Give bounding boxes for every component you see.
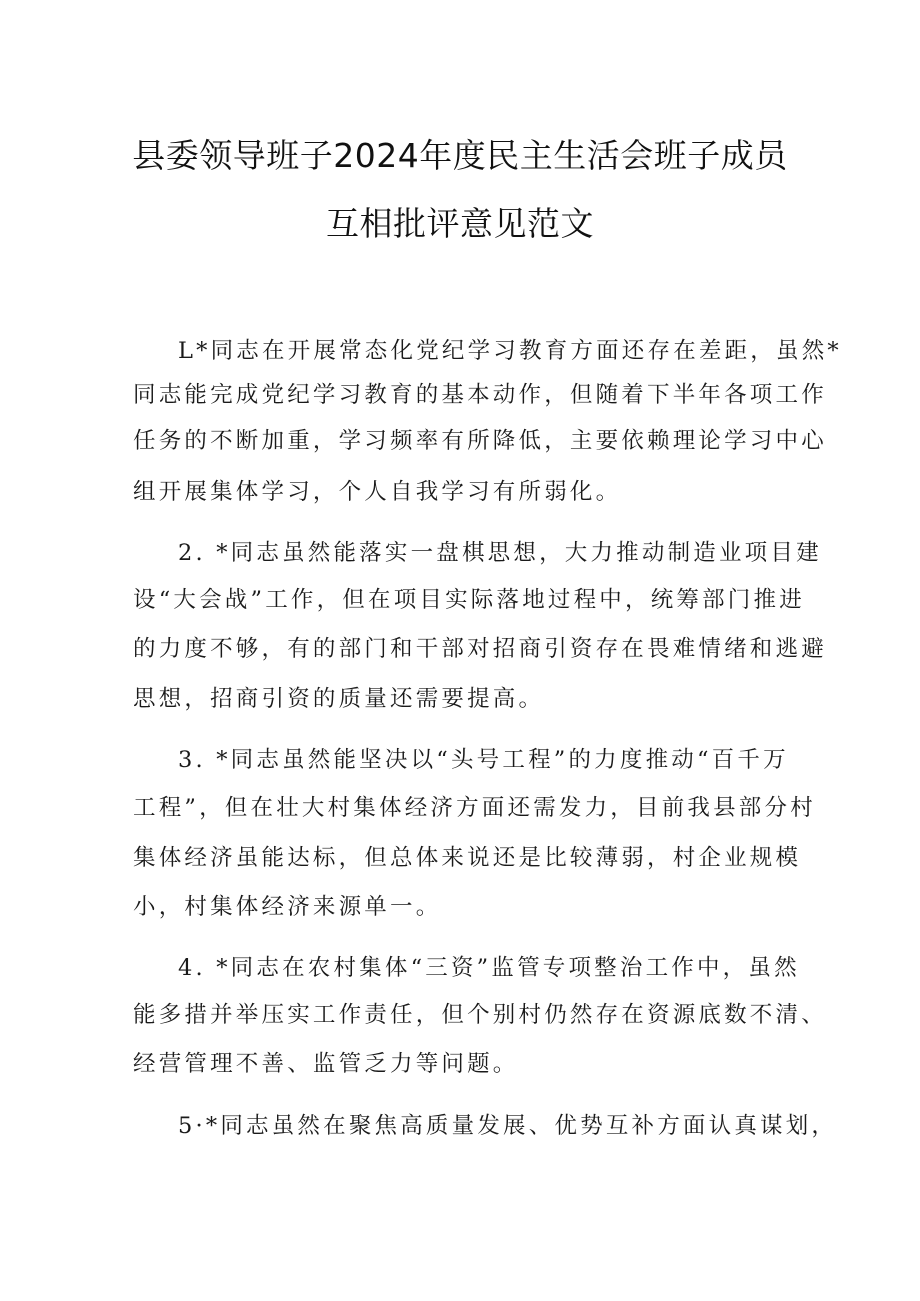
paragraph-3-line-2: 工程”，但在壮大村集体经济方面还需发力，目前我县部分村 — [133, 795, 816, 821]
paragraph-1-line-3: 任务的不断加重，学习频率有所降低，主要依赖理论学习中心 — [133, 428, 827, 454]
paragraph-2-line-3: 的力度不够，有的部门和干部对招商引资存在畏难情绪和逃避 — [133, 636, 827, 662]
paragraph-2-line-2: 设“大会战”工作，但在项目实际落地过程中，统筹部门推进 — [133, 587, 805, 613]
paragraph-2-line-4: 思想，招商引资的质量还需要提高。 — [133, 686, 545, 712]
paragraph-1-line-1: L*同志在开展常态化党纪学习教育方面还存在差距，虽然* — [178, 338, 842, 364]
document-title-line-1: 县委领导班子2024年度民主生活会班子成员 — [132, 136, 788, 175]
paragraph-4-line-3: 经营管理不善、监管乏力等问题。 — [133, 1051, 519, 1077]
paragraph-5-line-1: 5·*同志虽然在聚焦高质量发展、优势互补方面认真谋划， — [178, 1113, 838, 1139]
paragraph-2-line-1: 2. *同志虽然能落实一盘棋思想，大力推动制造业项目建 — [178, 540, 822, 566]
paragraph-4-line-2: 能多措并举压实工作责任，但个别村仍然存在资源底数不清、 — [133, 1002, 827, 1028]
paragraph-3-line-4: 小，村集体经济来源单一。 — [133, 894, 442, 920]
paragraph-1-line-4: 组开展集体学习，个人自我学习有所弱化。 — [133, 479, 622, 505]
paragraph-3-line-3: 集体经济虽能达标，但总体来说还是比较薄弱，村企业规模 — [133, 845, 802, 871]
paragraph-4-line-1: 4. *同志在农村集体“三资”监管专项整治工作中，虽然 — [178, 955, 800, 981]
document-title-line-2: 互相批评意见范文 — [326, 204, 594, 243]
paragraph-3-line-1: 3. *同志虽然能坚决以“头号工程”的力度推动“百千万 — [178, 747, 789, 773]
paragraph-1-line-2: 同志能完成党纪学习教育的基本动作，但随着下半年各项工作 — [133, 382, 827, 408]
